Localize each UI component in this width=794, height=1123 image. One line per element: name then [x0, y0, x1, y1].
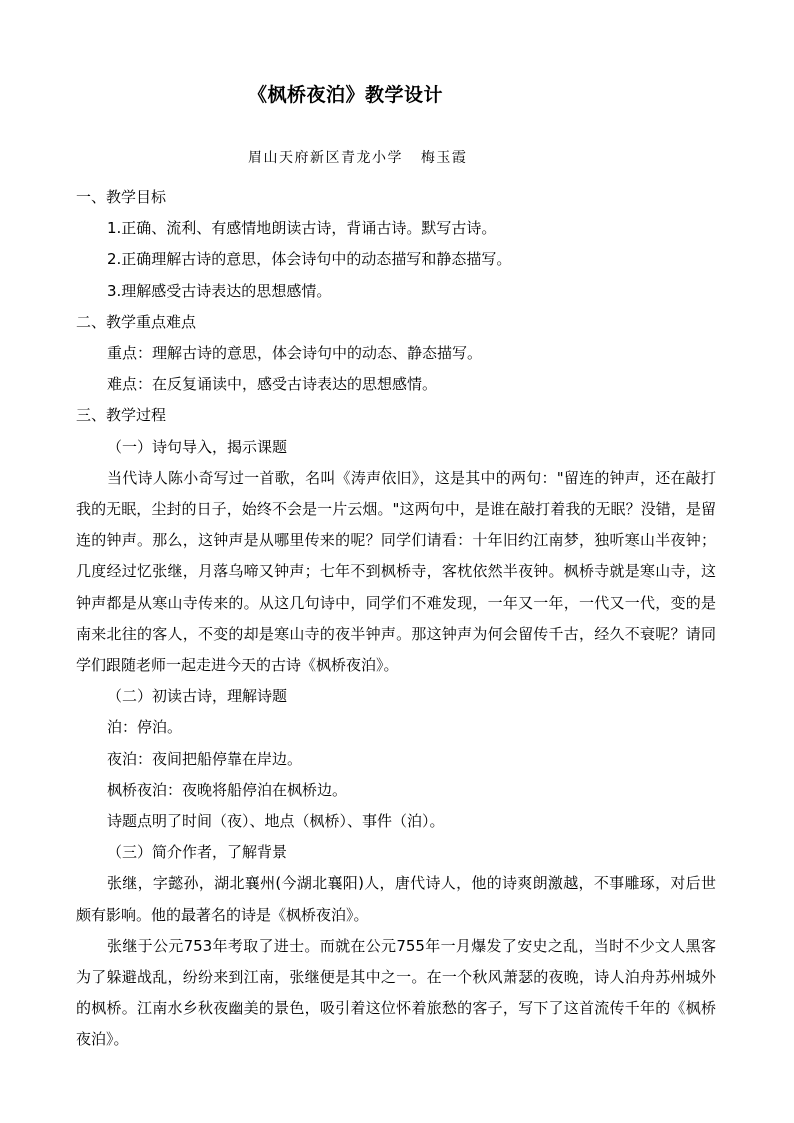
title-explanation-1: 泊：停泊。	[107, 718, 183, 737]
title-explanation-2: 夜泊：夜间把船停靠在岸边。	[107, 749, 303, 768]
goal-item-3: 3.理解感受古诗表达的思想感情。	[107, 281, 332, 300]
section-heading-process: 三、教学过程	[76, 406, 167, 425]
subsection-heading-1: （一）诗句导入，揭示课题	[107, 437, 288, 456]
document-title: 《枫桥夜泊》教学设计	[248, 84, 444, 106]
title-explanation-4: 诗题点明了时间（夜）、地点（枫桥）、事件（泊）。	[107, 812, 445, 831]
subsection-heading-3: （三）简介作者，了解背景	[107, 843, 288, 862]
title-explanation-3: 枫桥夜泊：夜晚将船停泊在枫桥边。	[107, 780, 348, 799]
section-heading-key-points: 二、教学重点难点	[76, 312, 197, 331]
author-bio-paragraph: 张继，字懿孙，湖北襄州(今湖北襄阳)人，唐代诗人，他的诗爽朗激越，不事雕琢，对后世颇有影响。他的最著名的诗是《枫桥夜泊》。	[76, 874, 716, 924]
background-paragraph: 张继于公元753年考取了进士。而就在公元755年一月爆发了安史之乱，当时不少文人黑客为了躲避战乱，纷纷来到江南，张继便是其中之一。在一个秋风萧瑟的夜晚，诗人泊舟苏州城外的枫桥。江南水乡秋夜幽美的景色，吸引着这位怀着旅愁的客子，写下了这首流传千年的《枫桥夜泊》。	[76, 936, 716, 1049]
subsection-heading-2: （二）初读古诗，理解诗题	[107, 687, 288, 706]
goal-item-2: 2.正确理解古诗的意思，体会诗句中的动态描写和静态描写。	[107, 250, 512, 269]
key-point-difficulty: 难点：在反复诵读中，感受古诗表达的思想感情。	[107, 375, 438, 394]
goal-item-1: 1.正确、流利、有感情地朗读古诗，背诵古诗。默写古诗。	[107, 219, 497, 238]
key-point-focus: 重点：理解古诗的意思，体会诗句中的动态、静态描写。	[107, 344, 483, 363]
intro-paragraph: 当代诗人陈小奇写过一首歌，名叫《涛声依旧》，这是其中的两句："留连的钟声，还在敲打我的无眠，尘封的日子，始终不会是一片云烟。"这两句中，是谁在敲打着我的无眠？没错，是留连的钟声。那么，这钟声是从哪里传来的呢？同学们请看：十年旧约江南梦，独听寒山半夜钟；几度经过忆张继，月落乌啼又钟声；七年不到枫桥寺，客枕依然半夜钟。枫桥寺就是寒山寺，这钟声都是从寒山寺传来的。从这几句诗中，同学们不难发现，一年又一年，一代又一代，变的是南来北往的客人，不变的却是寒山寺的夜半钟声。那这钟声为何会留传千古，经久不衰呢？请同学们跟随老师一起走进今天的古诗《枫桥夜泊》。	[76, 468, 716, 675]
author-line: 眉山天府新区青龙小学 梅玉霞	[248, 150, 468, 166]
document-body	[76, 182, 716, 1056]
section-heading-goals: 一、教学目标	[76, 188, 167, 206]
